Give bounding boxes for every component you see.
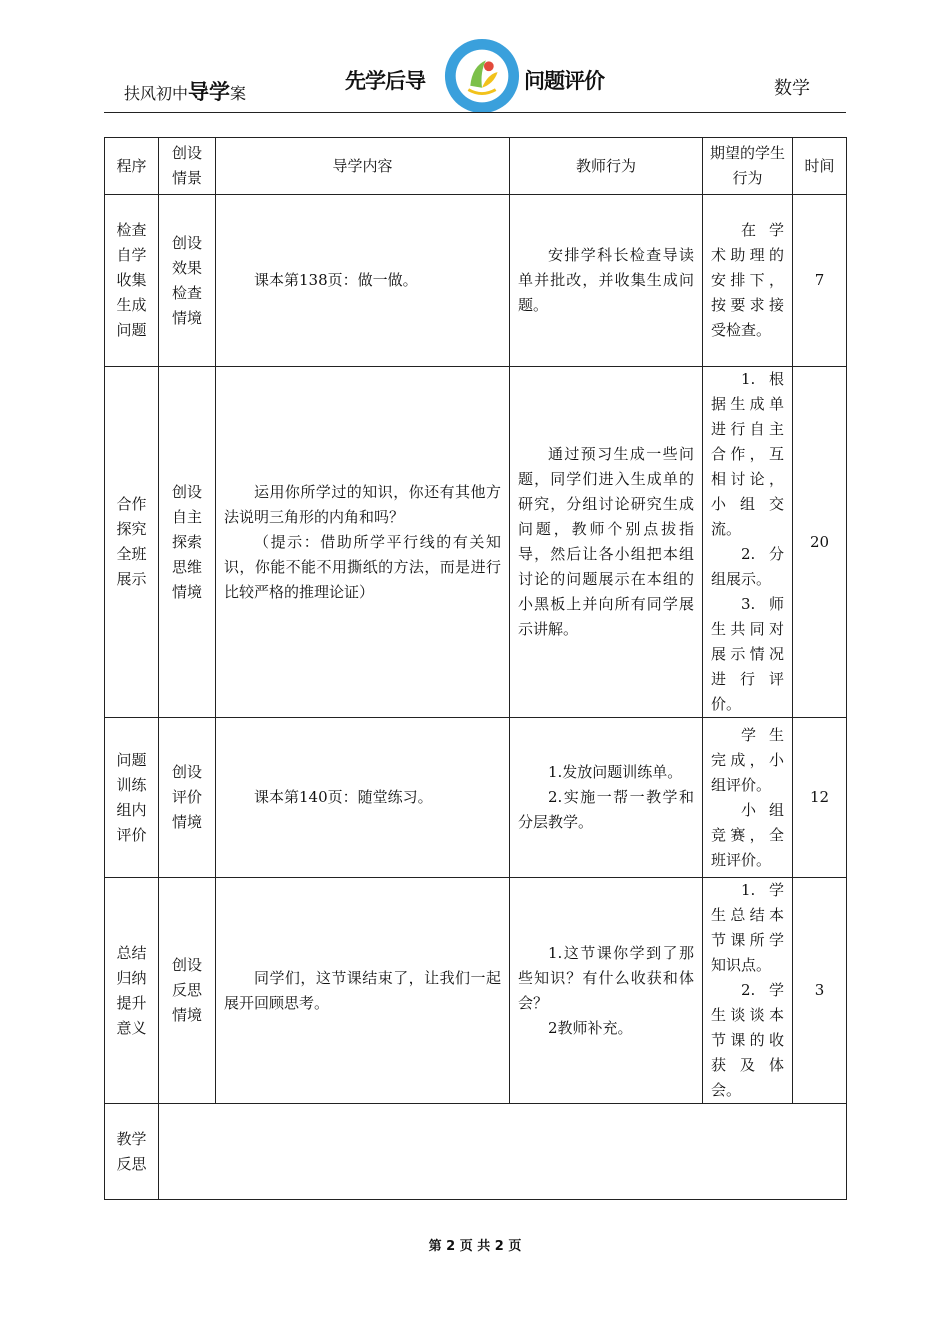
school-logo (443, 37, 521, 115)
teacher-cell (510, 878, 703, 1104)
table-row (105, 367, 847, 718)
header-divider (104, 112, 846, 113)
lesson-plan-table (104, 137, 847, 1200)
content-cell (216, 718, 510, 878)
time-cell: 7 (793, 195, 847, 367)
header-program: 程序 (105, 138, 159, 195)
subject-label: 数学 (774, 78, 810, 99)
teacher-cell (510, 718, 703, 878)
teacher-para: 2.实施一帮一教学和分层教学。 (518, 788, 694, 831)
scenario-cell: 创设反思情境 (159, 878, 216, 1104)
teacher-cell (510, 195, 703, 367)
student-para: 学生完成，小组评价。 (711, 725, 784, 794)
header-content: 导学内容 (216, 138, 510, 195)
student-cell (703, 718, 793, 878)
teacher-cell (510, 367, 703, 718)
content-para: 同学们，这节课结束了，让我们一起展开回顾思考。 (224, 968, 501, 1012)
program-cell: 合作探究全班展示 (105, 367, 159, 718)
content-para: 课本第140页：随堂练习。 (254, 788, 433, 806)
page-number: 第 2 页 共 2 页 (428, 1239, 522, 1254)
content-cell (216, 367, 510, 718)
student-para: 2.学生谈谈本节课的收获及体会。 (711, 981, 784, 1099)
student-para: 1.根据生成单进行自主合作，互相讨论，小组交流。 (711, 370, 784, 538)
teacher-para: 通过预习生成一些问题，同学们进入生成单的研究，分组讨论研究生成问题，教师个别点拔指导，然后让各小组把本组讨论的问题展示在本组的小黑板上并向所有同学展示讲解。 (518, 445, 694, 638)
content-cell (216, 878, 510, 1104)
student-para: 2.分组展示。 (711, 545, 784, 588)
student-cell (703, 195, 793, 367)
program-cell: 检查自学收集生成问题 (105, 195, 159, 367)
teacher-para: 安排学科长检查导读单并批改，并收集生成问题。 (518, 246, 694, 314)
student-cell (703, 878, 793, 1104)
slogan-left: 先学后导 (345, 69, 425, 93)
guide-text: 导学 (188, 80, 231, 104)
program-cell: 总结归纳提升意义 (105, 878, 159, 1104)
student-cell (703, 367, 793, 718)
content-cell (216, 195, 510, 367)
reflection-row (105, 1104, 847, 1200)
scenario-cell: 创设自主探索思维情境 (159, 367, 216, 718)
student-para: 3.师生共同对展示情况进行评价。 (711, 595, 784, 713)
table-row (105, 195, 847, 367)
time-cell: 20 (793, 367, 847, 718)
header-time: 时间 (793, 138, 847, 195)
school-name: 扶风初中 (124, 84, 189, 103)
time-cell: 3 (793, 878, 847, 1104)
reflection-field[interactable] (159, 1104, 847, 1200)
student-para: 小组竞赛，全班评价。 (711, 800, 784, 869)
teacher-para: 2教师补充。 (548, 1018, 633, 1037)
program-cell: 问题训练组内评价 (105, 718, 159, 878)
scenario-cell: 创设评价情境 (159, 718, 216, 878)
header-scenario: 创设情景 (159, 138, 216, 195)
student-para: 在学术助理的安排下，按要求接受检查。 (711, 221, 784, 339)
header-student: 期望的学生行为 (703, 138, 793, 195)
time-cell: 12 (793, 718, 847, 878)
content-para: 课本第138页：做一做。 (254, 271, 418, 289)
case-text: 案 (230, 84, 247, 103)
reflection-label: 教学反思 (105, 1104, 159, 1200)
teacher-para: 1.这节课你学到了那些知识？有什么收获和体会？ (518, 943, 694, 1012)
content-para: 运用你所学过的知识，你还有其他方法说明三角形的内角和吗？ (224, 482, 501, 526)
school-guide-title (124, 76, 246, 106)
teacher-para: 1.发放问题训练单。 (548, 763, 683, 781)
table-row (105, 878, 847, 1104)
content-para: （提示：借助所学平行线的有关知识，你能不能不用撕纸的方法，而是进行比较严格的推理论证） (224, 532, 501, 601)
slogan-right: 问题评价 (524, 69, 604, 93)
student-para: 1.学生总结本节课所学知识点。 (711, 881, 784, 974)
scenario-cell: 创设效果检查情境 (159, 195, 216, 367)
header-teacher: 教师行为 (510, 138, 703, 195)
table-header-row (105, 138, 847, 195)
table-row (105, 718, 847, 878)
